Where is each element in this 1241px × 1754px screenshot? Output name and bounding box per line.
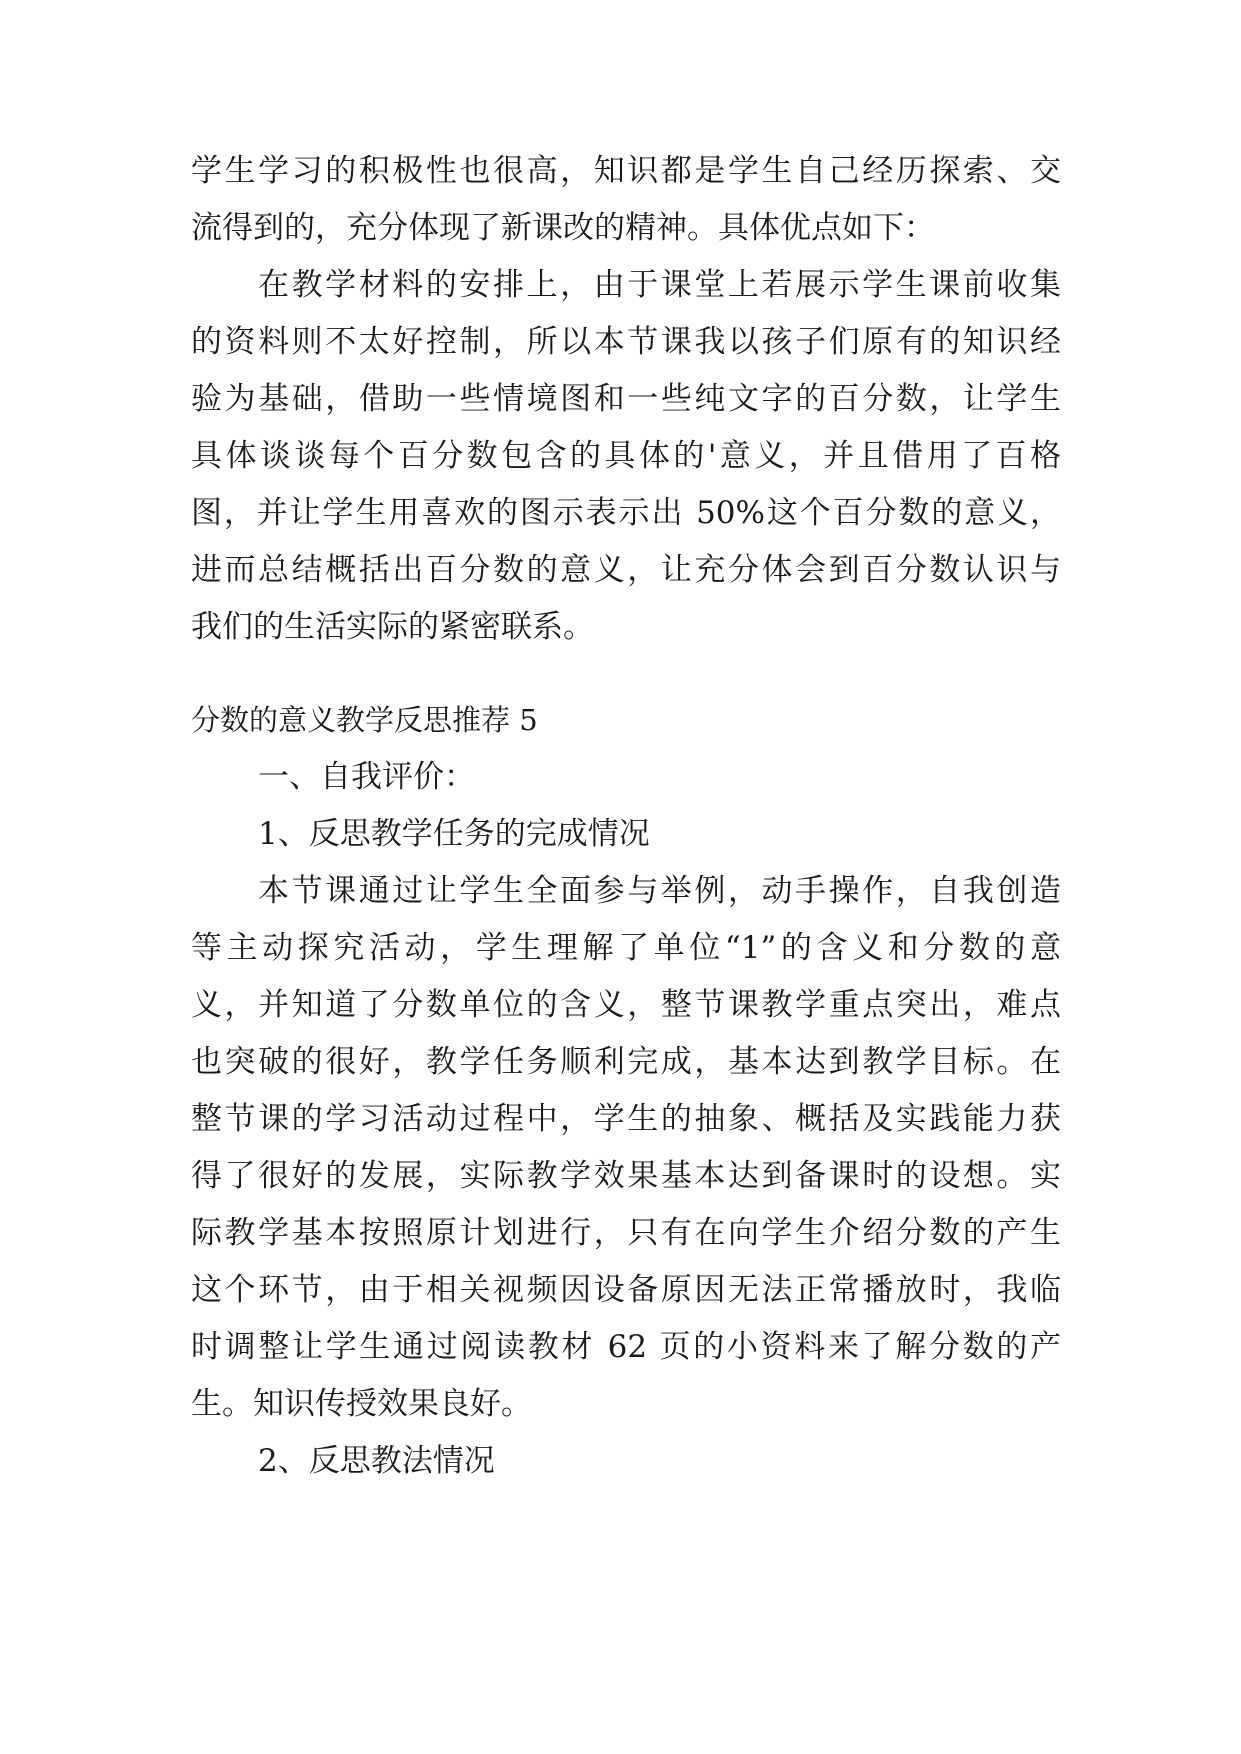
- paragraph-line: 在教学材料的安排上，由于课堂上若展示学生课前收集: [258, 267, 1061, 303]
- paragraph-line: 具体谈谈每个百分数包含的具体的'意义，并且借用了百格: [191, 438, 1061, 474]
- paragraph-line: 流得到的，充分体现了新课改的精神。具体优点如下：: [191, 210, 935, 246]
- paragraph-line: 图，并让学生用喜欢的图示表示出 50%这个百分数的意义，: [191, 495, 1061, 531]
- paragraph-line: 也突破的很好，教学任务顺利完成，基本达到教学目标。在: [191, 1044, 1061, 1080]
- paragraph-line: 等主动探究活动，学生理解了单位“1”的含义和分数的意: [191, 930, 1061, 966]
- paragraph-line: 我们的生活实际的紧密联系。: [191, 609, 594, 645]
- paragraph-line: 学生学习的积极性也很高，知识都是学生自己经历探索、交: [191, 153, 1061, 189]
- paragraph-line: 整节课的学习活动过程中，学生的抽象、概括及实践能力获: [191, 1101, 1061, 1137]
- paragraph-line: 时调整让学生通过阅读教材 62 页的小资料来了解分数的产: [191, 1329, 1061, 1365]
- subsection-heading: 一、自我评价：: [258, 759, 475, 795]
- paragraph-line: 验为基础，借助一些情境图和一些纯文字的百分数，让学生: [191, 381, 1061, 417]
- subsection-heading: 2、反思教法情况: [258, 1443, 495, 1479]
- paragraph-line: 义，并知道了分数单位的含义，整节课教学重点突出，难点: [191, 987, 1061, 1023]
- paragraph-line: 的资料则不太好控制，所以本节课我以孩子们原有的知识经: [191, 324, 1061, 360]
- paragraph-line: 本节课通过让学生全面参与举例，动手操作，自我创造: [258, 873, 1061, 909]
- paragraph-line: 得了很好的发展，实际教学效果基本达到备课时的设想。实: [191, 1158, 1061, 1194]
- paragraph-line: 这个环节，由于相关视频因设备原因无法正常播放时，我临: [191, 1272, 1061, 1308]
- subsection-heading: 1、反思教学任务的完成情况: [258, 816, 650, 852]
- paragraph-line: 进而总结概括出百分数的意义，让充分体会到百分数认识与: [191, 552, 1061, 588]
- section-heading: 分数的意义教学反思推荐 5: [191, 703, 538, 737]
- paragraph-line: 生。知识传授效果良好。: [191, 1386, 532, 1422]
- paragraph-line: 际教学基本按照原计划进行，只有在向学生介绍分数的产生: [191, 1215, 1061, 1251]
